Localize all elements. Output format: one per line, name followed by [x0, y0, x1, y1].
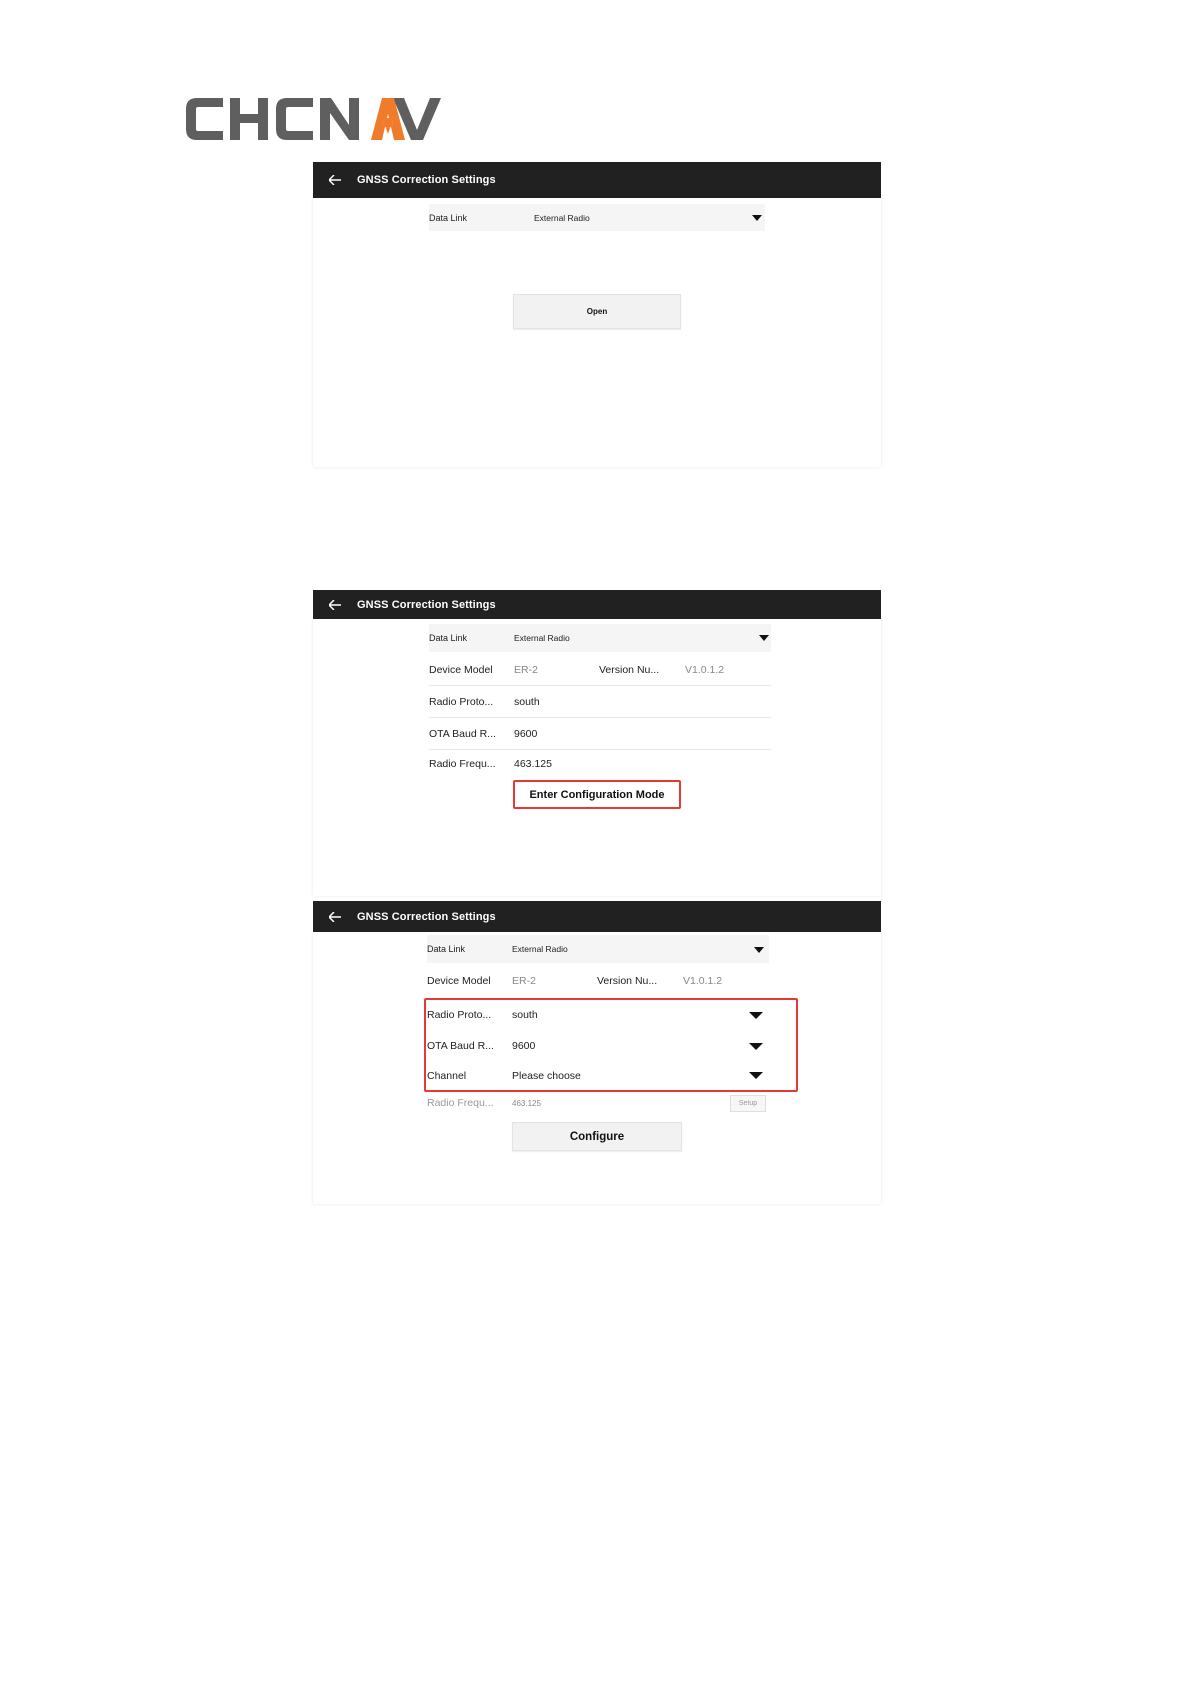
version-label: Version Nu...: [597, 975, 658, 987]
arrow-left-icon[interactable]: [325, 595, 345, 615]
radio-frequency-label: Radio Frequ...: [429, 758, 496, 770]
ota-baud-select[interactable]: 9600: [512, 1040, 536, 1052]
caret-down-icon[interactable]: [749, 1012, 763, 1019]
device-model-value: ER-2: [514, 664, 538, 676]
screenshot-panel-3: [313, 901, 881, 1204]
chcnav-logo: [183, 92, 443, 146]
page-title: GNSS Correction Settings: [357, 910, 496, 923]
app-bar: [313, 162, 881, 198]
data-link-label: Data Link: [427, 944, 466, 954]
device-model-label: Device Model: [429, 664, 493, 676]
screenshot-panel-1: [313, 162, 881, 467]
radio-protocol-label: Radio Proto...: [427, 1009, 492, 1021]
ota-baud-value: 9600: [514, 727, 538, 740]
data-link-label: Data Link: [429, 633, 468, 643]
caret-down-icon[interactable]: [749, 1043, 763, 1050]
device-model-value: ER-2: [512, 975, 536, 987]
arrow-left-icon[interactable]: [325, 907, 345, 927]
panel-body: [313, 198, 881, 467]
data-link-value: External Radio: [512, 944, 568, 954]
data-link-value: External Radio: [534, 212, 590, 223]
channel-label: Channel: [427, 1070, 467, 1082]
page-title: GNSS Correction Settings: [357, 598, 496, 611]
channel-select[interactable]: Please choose: [512, 1070, 581, 1082]
page-title: GNSS Correction Settings: [357, 174, 496, 186]
radio-frequency-value: 463.125: [514, 758, 552, 770]
data-link-value: External Radio: [514, 633, 570, 643]
radio-protocol-value: south: [514, 695, 540, 708]
radio-protocol-select[interactable]: south: [512, 1009, 538, 1021]
radio-frequency-label: Radio Frequ...: [427, 1097, 494, 1109]
open-button[interactable]: Open: [513, 294, 681, 329]
radio-protocol-label: Radio Proto...: [429, 695, 494, 708]
ota-baud-label: OTA Baud R...: [427, 1040, 494, 1052]
app-bar: [313, 590, 881, 619]
version-label: Version Nu...: [599, 664, 660, 676]
enter-configuration-mode-button[interactable]: Enter Configuration Mode: [513, 780, 681, 809]
caret-down-icon[interactable]: [749, 1072, 763, 1079]
caret-down-icon[interactable]: [754, 947, 764, 953]
radio-frequency-input[interactable]: 463.125: [512, 1098, 541, 1108]
ota-baud-label: OTA Baud R...: [429, 727, 496, 740]
caret-down-icon[interactable]: [759, 635, 769, 641]
screenshot-panel-2: [313, 590, 881, 896]
setup-button[interactable]: Setup: [730, 1095, 766, 1112]
version-value: V1.0.1.2: [685, 664, 725, 676]
device-model-label: Device Model: [427, 975, 491, 987]
configure-button[interactable]: Configure: [512, 1122, 682, 1151]
app-bar: [313, 901, 881, 932]
data-link-label: Data Link: [429, 212, 468, 223]
arrow-left-icon[interactable]: [325, 170, 345, 190]
version-value: V1.0.1.2: [683, 975, 723, 987]
caret-down-icon[interactable]: [752, 215, 762, 221]
